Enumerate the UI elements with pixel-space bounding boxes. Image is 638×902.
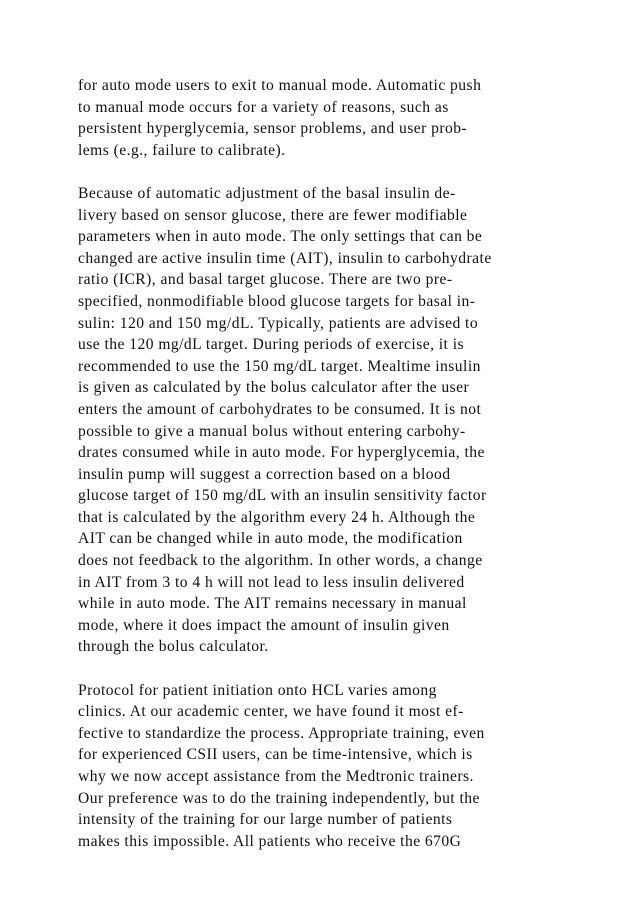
text-line: glucose target of 150 mg/dL with an insulin sensitivity factor	[78, 487, 487, 505]
text-line: insulin pump will suggest a correction based on a blood	[78, 465, 451, 483]
text-line: persistent hyperglycemia, sensor problems, and user prob-	[78, 120, 468, 138]
paragraph-spacer	[78, 658, 618, 680]
text-line: for auto mode users to exit to manual mode. Automatic push	[78, 77, 482, 94]
text-line: while in auto mode. The AIT remains necessary in manual	[78, 595, 467, 613]
text-line: for experienced CSII users, can be time-intensive, which is	[78, 746, 473, 764]
text-line: to manual mode occurs for a variety of reasons, such as	[78, 98, 449, 116]
text-line: fective to standardize the process. Appropriate training, even	[78, 724, 485, 742]
text-line: Because of automatic adjustment of the basal insulin de-	[78, 184, 456, 202]
text-line: Protocol for patient initiation onto HCL varies among	[78, 681, 437, 699]
text-line: use the 120 mg/dL target. During periods of exercise, it is	[78, 336, 464, 354]
text-line: specified, nonmodifiable blood glucose targets for basal in-	[78, 292, 476, 310]
text-line: Our preference was to do the training independently, but the	[78, 789, 480, 807]
body-text	[78, 75, 618, 852]
text-line: parameters when in auto mode. The only settings that can be	[78, 228, 483, 246]
text-line: sulin: 120 and 150 mg/dL. Typically, patients are advised to	[78, 314, 479, 332]
text-line: AIT can be changed while in auto mode, the modification	[78, 530, 463, 548]
text-line: ratio (ICR), and basal target glucose. There are two pre-	[78, 271, 453, 289]
text-line: is given as calculated by the bolus calculator after the user	[78, 379, 470, 397]
text-line: in AIT from 3 to 4 h will not lead to less insulin delivered	[78, 573, 465, 591]
text-line: that is calculated by the algorithm every 24 h. Although the	[78, 508, 476, 526]
paragraph-1	[78, 75, 618, 161]
text-line: drates consumed while in auto mode. For hyperglycemia, the	[78, 444, 485, 462]
text-line: why we now accept assistance from the Medtronic trainers.	[78, 768, 474, 785]
text-line: mode, where it does impact the amount of insulin given	[78, 616, 450, 634]
text-line: possible to give a manual bolus without entering carbohy-	[78, 422, 466, 440]
text-line: does not feedback to the algorithm. In other words, a change	[78, 552, 483, 570]
text-line: makes this impossible. All patients who receive the 670G	[78, 832, 462, 850]
text-line: livery based on sensor glucose, there are fewer modifiable	[78, 206, 468, 224]
text-line: enters the amount of carbohydrates to be consumed. It is not	[78, 400, 482, 418]
text-line: changed are active insulin time (AIT), insulin to carbohydrate	[78, 249, 492, 267]
text-line: intensity of the training for our large number of patients	[78, 811, 453, 829]
paragraph-2	[78, 183, 618, 658]
paragraph-spacer	[78, 161, 618, 183]
text-line: clinics. At our academic center, we have found it most ef-	[78, 703, 464, 721]
text-line: recommended to use the 150 mg/dL target. Mealtime insulin	[78, 357, 481, 375]
paragraph-3	[78, 680, 618, 853]
text-line: lems (e.g., failure to calibrate).	[78, 141, 286, 159]
text-line: through the bolus calculator.	[78, 638, 269, 656]
